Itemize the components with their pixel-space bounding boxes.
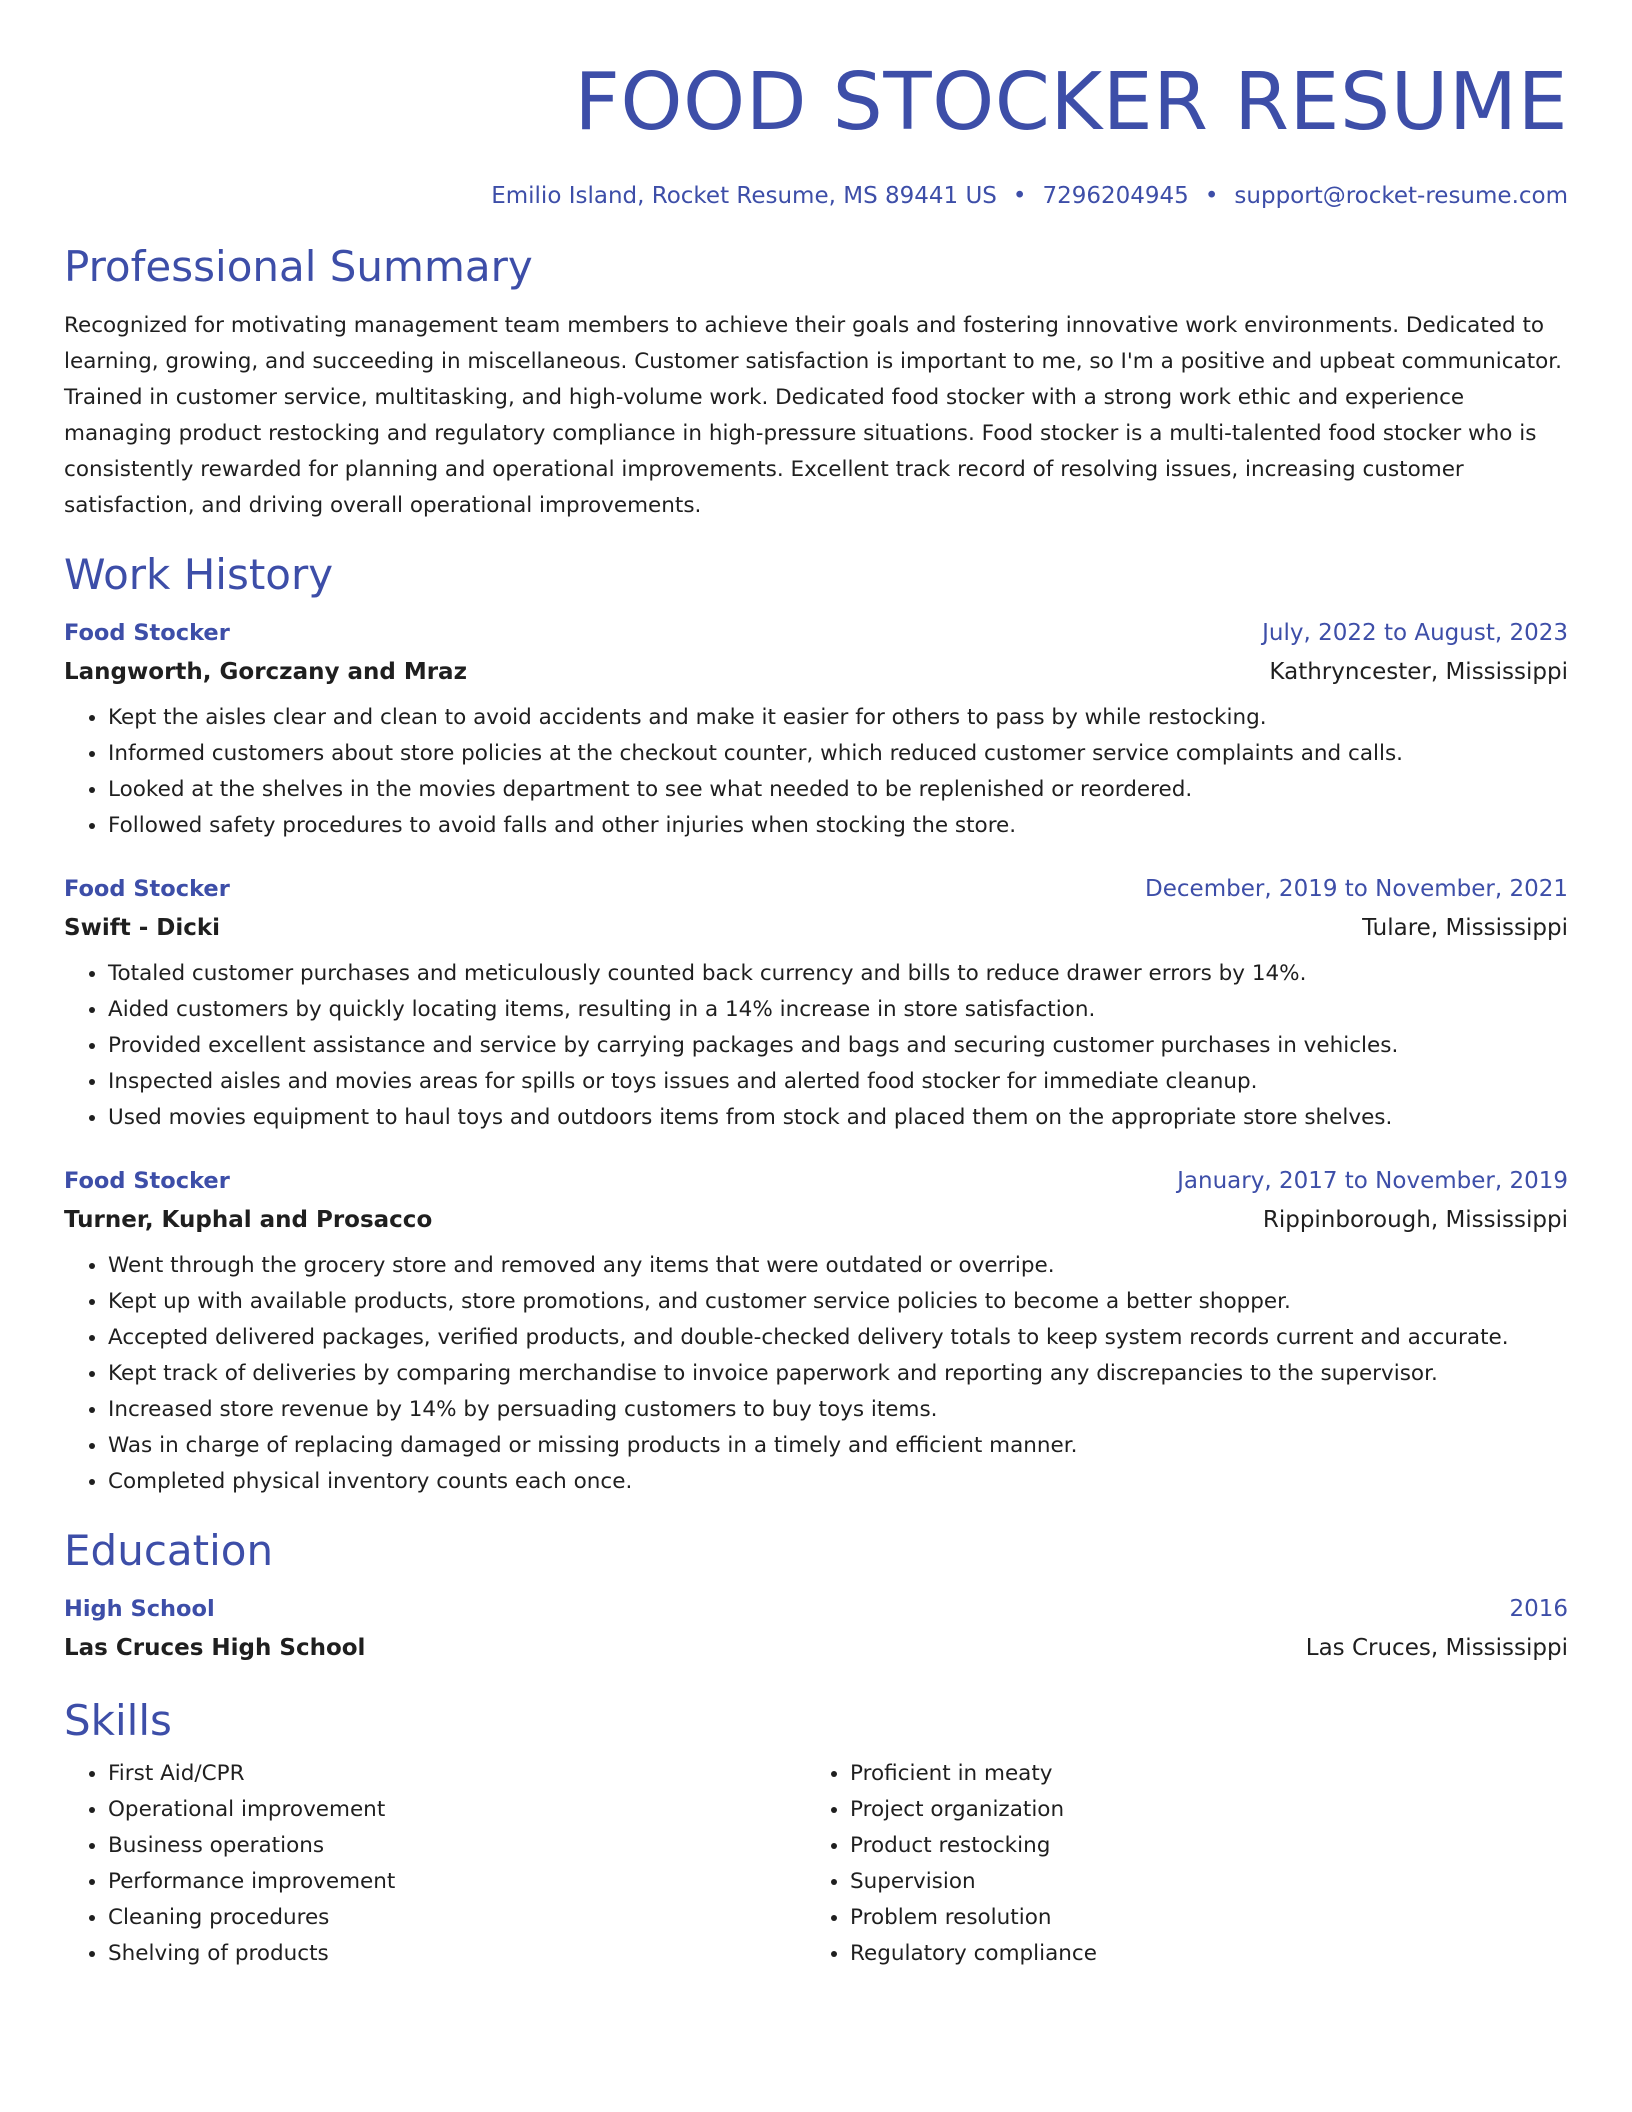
contact-email: support@rocket-resume.com bbox=[1234, 183, 1568, 209]
skill-item: • First Aid/CPR bbox=[108, 1756, 806, 1792]
job-dates: July, 2022 to August, 2023 bbox=[1262, 620, 1568, 646]
separator-dot: • bbox=[1204, 183, 1219, 209]
job-entry bbox=[64, 870, 1568, 1136]
job-bullet: • Kept the aisles clear and clean to avoid accidents and make it easier for others to pass by while restocking. bbox=[108, 700, 1568, 736]
skill-item: • Shelving of products bbox=[108, 1936, 806, 1972]
job-location: Tulare, Mississippi bbox=[1362, 915, 1568, 941]
job-location: Rippinborough, Mississippi bbox=[1262, 1207, 1568, 1233]
summary-heading: Professional Summary bbox=[64, 242, 533, 291]
contact-line bbox=[64, 180, 1568, 212]
job-bullet: • Accepted delivered packages, verified products, and double-checked delivery totals to keep system records current and accurate. bbox=[108, 1320, 1568, 1356]
job-title: Food Stocker bbox=[64, 876, 230, 902]
job-bullet: • Informed customers about store policies at the checkout counter, which reduced customer service complaints and calls. bbox=[108, 736, 1568, 772]
job-bullets bbox=[64, 1248, 1568, 1500]
job-entry bbox=[64, 614, 1568, 844]
job-bullet: • Looked at the shelves in the movies department to see what needed to be replenished or reordered. bbox=[108, 772, 1568, 808]
work-history-heading: Work History bbox=[64, 550, 334, 599]
job-bullet: • Increased store revenue by 14% by persuading customers to buy toys items. bbox=[108, 1392, 1568, 1428]
skill-item: • Proficient in meaty bbox=[850, 1756, 1548, 1792]
job-bullets bbox=[64, 700, 1568, 844]
job-bullet: • Kept up with available products, store promotions, and customer service policies to become a better shopper. bbox=[108, 1284, 1568, 1320]
education-heading: Education bbox=[64, 1526, 274, 1575]
education-degree: High School bbox=[64, 1596, 215, 1622]
job-bullet: • Provided excellent assistance and service by carrying packages and bags and securing customer purchases in vehicles. bbox=[108, 1028, 1568, 1064]
education-entry bbox=[64, 1590, 1568, 1668]
skill-item: • Supervision bbox=[850, 1864, 1548, 1900]
skills-heading: Skills bbox=[64, 1696, 172, 1745]
contact-phone: 7296204945 bbox=[1042, 183, 1189, 209]
job-bullet: • Went through the grocery store and removed any items that were outdated or overripe. bbox=[108, 1248, 1568, 1284]
education-year: 2016 bbox=[1509, 1596, 1568, 1622]
skill-item: • Project organization bbox=[850, 1792, 1548, 1828]
job-bullet: • Inspected aisles and movies areas for spills or toys issues and alerted food stocker for immediate cleanup. bbox=[108, 1064, 1568, 1100]
summary-text: Recognized for motivating management team members to achieve their goals and fostering innovative work environments. Dedicated to learning, growing, and succeeding in miscellaneous. Customer satisfaction is important to me, so I'm a positive and upbeat communicator. Trained in customer service, multitasking, and high-volume work. Dedicated food stocker with a strong work ethic and experience managing product restocking and regulatory compliance in high-pressure situations. Food stocker is a multi-talented food stocker who is consistently rewarded for planning and operational improvements. Excellent track record of resolving issues, increasing customer satisfaction, and driving overall operational improvements. bbox=[64, 313, 1562, 518]
education-location: Las Cruces, Mississippi bbox=[1305, 1635, 1568, 1661]
job-title: Food Stocker bbox=[64, 1168, 230, 1194]
skill-item: • Problem resolution bbox=[850, 1900, 1548, 1936]
job-company: Swift - Dicki bbox=[64, 915, 221, 941]
job-title: Food Stocker bbox=[64, 620, 230, 646]
job-dates: December, 2019 to November, 2021 bbox=[1145, 876, 1568, 902]
skill-item: • Business operations bbox=[108, 1828, 806, 1864]
job-bullet: • Followed safety procedures to avoid falls and other injuries when stocking the store. bbox=[108, 808, 1568, 844]
job-bullet: • Completed physical inventory counts each once. bbox=[108, 1464, 1568, 1500]
resume-title: FOOD STOCKER RESUME bbox=[574, 56, 1568, 148]
skill-item: • Cleaning procedures bbox=[108, 1900, 806, 1936]
job-bullets bbox=[64, 956, 1568, 1136]
skill-item: • Product restocking bbox=[850, 1828, 1548, 1864]
skills-list bbox=[64, 1756, 1568, 1972]
contact-address: Emilio Island, Rocket Resume, MS 89441 US bbox=[491, 183, 997, 209]
job-bullet: • Aided customers by quickly locating items, resulting in a 14% increase in store satisfaction. bbox=[108, 992, 1568, 1028]
skill-item: • Regulatory compliance bbox=[850, 1936, 1548, 1972]
job-bullet: • Used movies equipment to haul toys and outdoors items from stock and placed them on the appropriate store shelves. bbox=[108, 1100, 1568, 1136]
job-company: Turner, Kuphal and Prosacco bbox=[64, 1207, 433, 1233]
job-entry bbox=[64, 1162, 1568, 1500]
job-dates: January, 2017 to November, 2019 bbox=[1177, 1168, 1568, 1194]
separator-dot: • bbox=[1012, 183, 1027, 209]
skills-column-left bbox=[64, 1756, 806, 1972]
job-bullet: • Totaled customer purchases and meticulously counted back currency and bills to reduce drawer errors by 14%. bbox=[108, 956, 1568, 992]
job-company: Langworth, Gorczany and Mraz bbox=[64, 659, 467, 685]
job-bullet: • Kept track of deliveries by comparing merchandise to invoice paperwork and reporting any discrepancies to the supervisor. bbox=[108, 1356, 1568, 1392]
skill-item: • Performance improvement bbox=[108, 1864, 806, 1900]
job-location: Kathryncester, Mississippi bbox=[1269, 659, 1568, 685]
education-school: Las Cruces High School bbox=[64, 1635, 366, 1661]
skills-column-right bbox=[806, 1756, 1548, 1972]
job-bullet: • Was in charge of replacing damaged or missing products in a timely and efficient manner. bbox=[108, 1428, 1568, 1464]
skill-item: • Operational improvement bbox=[108, 1792, 806, 1828]
